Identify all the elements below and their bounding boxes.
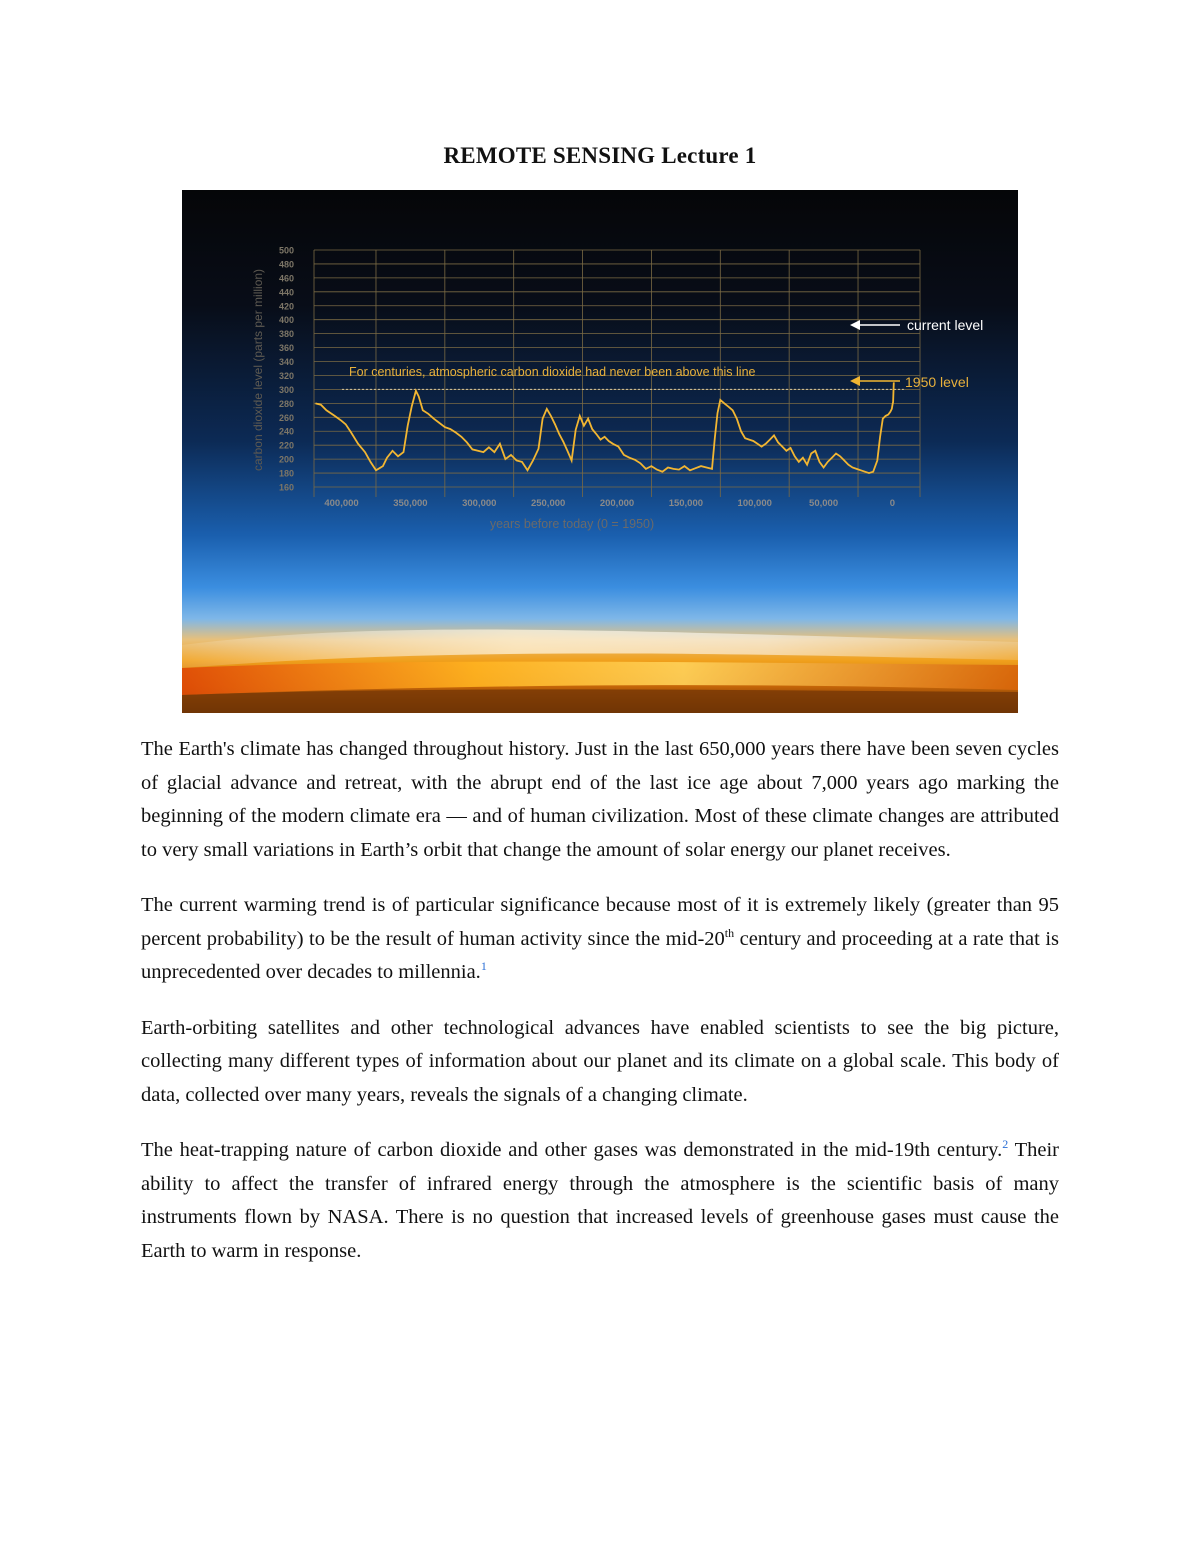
paragraph-3: Earth-orbiting satellites and other technological advances have enabled scientists to see the big picture, collecting many different types of information about our planet and its climate on a global scale. This body of data, collected over many years, reveals the signals of a changing climate. <box>141 1016 1059 1106</box>
horizon-ground-band <box>182 689 1018 713</box>
paragraph-2 <box>141 889 1059 990</box>
x-tick-label: 250,000 <box>530 498 566 509</box>
y-tick-label: 320 <box>279 370 295 381</box>
y-tick-label: 440 <box>279 287 295 298</box>
x-tick-label: 0 <box>889 498 896 509</box>
document-title: REMOTE SENSING Lecture 1 <box>443 143 757 168</box>
y-tick-label: 480 <box>279 259 295 270</box>
y-tick-label: 300 <box>279 384 295 395</box>
y-tick-label: 160 <box>279 482 295 493</box>
x-tick-label: 350,000 <box>393 498 428 509</box>
current-level-label: current level <box>907 317 984 333</box>
paragraph-2-part-b: century and proceeding at a rate that is unprecedented over decades to millennia. <box>141 927 1059 983</box>
co2-figure <box>182 190 1018 713</box>
x-axis-label: years before today (0 = 1950) <box>489 517 655 531</box>
y-tick-label: 220 <box>279 440 295 451</box>
x-tick-label: 100,000 <box>737 498 772 509</box>
y-tick-label: 340 <box>279 357 295 368</box>
paragraph-4-part-b: Their ability to affect the transfer of infrared energy through the atmosphere is the scientific basis of many instruments flown by NASA. There is no question that increased levels of greenhouse gases must cause the Earth to warm in response. <box>141 1139 1060 1262</box>
co2-chart <box>182 190 1018 713</box>
y-tick-label: 500 <box>279 245 295 256</box>
y-tick-label: 360 <box>279 343 295 354</box>
paragraph-1: The Earth's climate has changed throughout history. Just in the last 650,000 years there have been seven cycles of glacial advance and retreat, with the abrupt end of the last ice age about 7,000 years ago marking the beginning of the modern climate era — and of human civilization. Most of these climate changes are attributed to very small variations in Earth’s orbit that change the amount of solar energy our planet receives. <box>141 738 1059 861</box>
chart-annotation: For centuries, atmospheric carbon dioxide had never been above this line <box>349 365 756 379</box>
x-tick-label: 400,000 <box>324 498 359 509</box>
ordinal-superscript: th <box>724 925 735 940</box>
y-axis-label: carbon dioxide level (parts per million) <box>251 268 265 472</box>
paragraph-2-part-a: The current warming trend is of particular significance because most of it is extremely likely (greater than 95 percent probability) to be the result of human activity since the mid-20 <box>141 894 1059 950</box>
x-tick-label: 50,000 <box>809 498 839 509</box>
x-tick-label: 150,000 <box>668 498 704 509</box>
x-tick-label: 200,000 <box>599 498 635 509</box>
paragraph-4 <box>141 1134 1059 1268</box>
body-text <box>141 733 1059 1290</box>
footnote-ref-1[interactable]: 1 <box>480 959 487 974</box>
y-tick-label: 380 <box>279 329 295 340</box>
y-tick-label: 180 <box>279 468 295 479</box>
level-1950-label: 1950 level <box>905 374 969 390</box>
x-axis-ticks <box>324 498 895 509</box>
y-tick-label: 200 <box>279 454 295 465</box>
y-tick-label: 240 <box>279 426 295 437</box>
y-tick-label: 460 <box>279 273 295 284</box>
y-tick-label: 280 <box>279 398 295 409</box>
paragraph-4-part-a: The heat-trapping nature of carbon dioxide and other gases was demonstrated in the mid-19th century. <box>141 1139 1003 1161</box>
y-tick-label: 260 <box>279 412 295 423</box>
footnote-ref-2[interactable]: 2 <box>1002 1137 1009 1152</box>
y-tick-label: 420 <box>279 301 295 312</box>
x-tick-label: 300,000 <box>462 498 497 509</box>
y-tick-label: 400 <box>279 315 295 326</box>
